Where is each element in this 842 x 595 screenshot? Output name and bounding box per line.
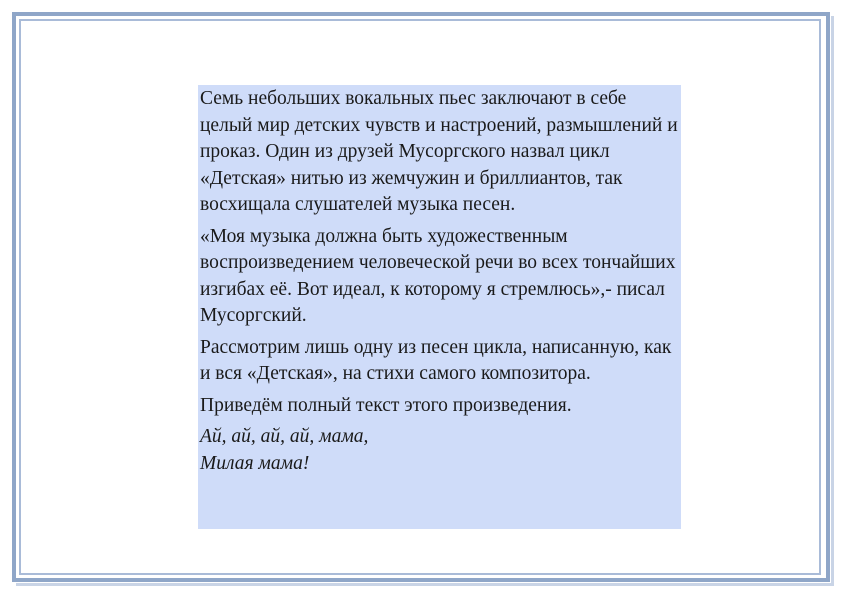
paragraph-full-text: Приведём полный текст этого произведения. [200,394,572,416]
paragraph-quote: «Моя музыка должна быть художественным воспроизведением человеческой речи во всех тончайших изгибах её. Вот идеал, к которому я стремлюсь»,- писал Мусоргский. [200,225,676,326]
verse-line-2: Милая мама! [200,452,310,474]
verse-line-1: Ай, ай, ай, ай, мама, [200,426,369,447]
paragraph-consider: Рассмотрим лишь одну из песен цикла, написанную, как и вся «Детская», на стихи самого композитора. [200,336,672,384]
text-box [198,85,681,529]
paragraph-intro: Семь небольших вокальных пьес заключают в себе целый мир детских чувств и настроений, размышлений и проказ. Один из друзей Мусоргского назвал цикл «Детская» нитью из жемчужин и бриллиантов, так восхищала слушателей музыка песен. [200,88,678,215]
